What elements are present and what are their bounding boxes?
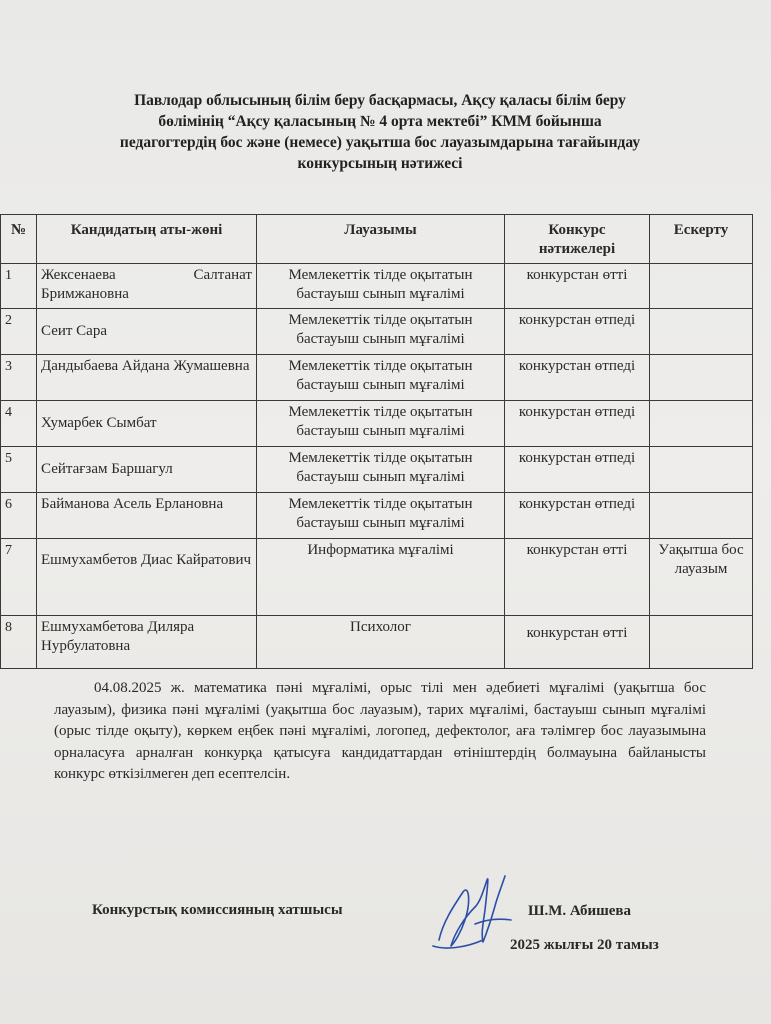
table-header-row	[1, 215, 753, 264]
table-row	[1, 264, 753, 309]
candidate-name: Сейтағзам Баршагул	[37, 447, 257, 493]
candidate-position: Мемлекеттік тілде оқытатын бастауыш сынып мұғалімі	[257, 355, 505, 401]
title-line-1: Павлодар облысының білім беру басқармасы, Ақсу қаласы білім беру	[134, 92, 626, 109]
candidate-name: Ешмухамбетова Диляра Нурбулатовна	[37, 616, 257, 669]
table-row	[1, 493, 753, 539]
row-note: Уақытша бос лауазым	[650, 539, 753, 616]
candidate-position: Мемлекеттік тілде оқытатын бастауыш сынып мұғалімі	[257, 401, 505, 447]
candidate-position: Мемлекеттік тілде оқытатын бастауыш сынып мұғалімі	[257, 447, 505, 493]
header-position: Лауазымы	[257, 215, 505, 264]
row-number: 4	[1, 401, 37, 447]
document-title	[50, 90, 710, 174]
title-line-3: педагогтердің бос және (немесе) уақытша бос лауазымдарына тағайындау	[119, 134, 641, 151]
table-row	[1, 616, 753, 669]
competition-result: конкурстан өтпеді	[505, 401, 650, 447]
competition-result: конкурстан өтті	[505, 616, 650, 669]
candidate-name: Байманова Асель Ерлановна	[37, 493, 257, 539]
title-line-2: бөлімінің “Ақсу қаласының № 4 орта мектебі” КММ бойынша	[158, 113, 602, 130]
competition-result: конкурстан өтті	[505, 539, 650, 616]
table-row	[1, 355, 753, 401]
row-number: 7	[1, 539, 37, 616]
signature-date: 2025 жылғы 20 тамыз	[510, 937, 659, 953]
header-note: Ескерту	[650, 215, 753, 264]
row-number: 1	[1, 264, 37, 309]
candidate-name: Хумарбек Сымбат	[37, 401, 257, 447]
results-table	[0, 214, 753, 669]
header-results: Конкурс нәтижелері	[505, 215, 650, 264]
table-row	[1, 309, 753, 355]
title-line-4: конкурсының нәтижесі	[297, 155, 463, 172]
signatory-title: Конкурстық комиссияның хатшысы	[92, 902, 343, 918]
row-note	[650, 309, 753, 355]
header-candidate-name: Кандидатың аты-жөні	[37, 215, 257, 264]
table-row	[1, 401, 753, 447]
row-number: 8	[1, 616, 37, 669]
signatory-name: Ш.М. Абишева	[528, 903, 632, 919]
row-note	[650, 447, 753, 493]
candidate-name: Ешмухамбетов Диас Кайратович	[37, 539, 257, 616]
row-note	[650, 616, 753, 669]
row-note	[650, 493, 753, 539]
competition-result: конкурстан өтпеді	[505, 447, 650, 493]
candidate-position: Психолог	[257, 616, 505, 669]
row-note	[650, 355, 753, 401]
row-number: 3	[1, 355, 37, 401]
header-number: №	[1, 215, 37, 264]
body-paragraph: 04.08.2025 ж. математика пәні мұғалімі, орыс тілі мен әдебиеті мұғалімі (уақытша бос лауазым), физика пәні мұғалімі (уақытша бос лауазым), тарих мұғалімі, бастауыш сынып мұғалімі (орыс тілде оқыту), көркем еңбек пәні мұғалімі, логопед, дефектолог, аға тәлімгер бос лауазымына орналасуға арналған конкурқа қатысуға кандидаттардан өтініштердің болмауына байланысты конкурс өткізілмеген деп есептелсін.	[54, 680, 706, 782]
row-note	[650, 264, 753, 309]
candidate-name: Сеит Сара	[37, 309, 257, 355]
row-note	[650, 401, 753, 447]
competition-result: конкурстан өтпеді	[505, 355, 650, 401]
candidate-position: Информатика мұғалімі	[257, 539, 505, 616]
competition-result: конкурстан өтті	[505, 264, 650, 309]
row-number: 2	[1, 309, 37, 355]
competition-result: конкурстан өтпеді	[505, 493, 650, 539]
table-row	[1, 447, 753, 493]
candidate-position: Мемлекеттік тілде оқытатын бастауыш сынып мұғалімі	[257, 493, 505, 539]
candidate-position: Мемлекеттік тілде оқытатын бастауыш сынып мұғалімі	[257, 264, 505, 309]
row-number: 5	[1, 447, 37, 493]
competition-result: конкурстан өтпеді	[505, 309, 650, 355]
candidate-position: Мемлекеттік тілде оқытатын бастауыш сынып мұғалімі	[257, 309, 505, 355]
candidate-name: Жексенаева Салтанат Бримжановна	[37, 264, 257, 309]
candidate-name: Дандыбаева Айдана Жумашевна	[37, 355, 257, 401]
table-row	[1, 539, 753, 616]
row-number: 6	[1, 493, 37, 539]
